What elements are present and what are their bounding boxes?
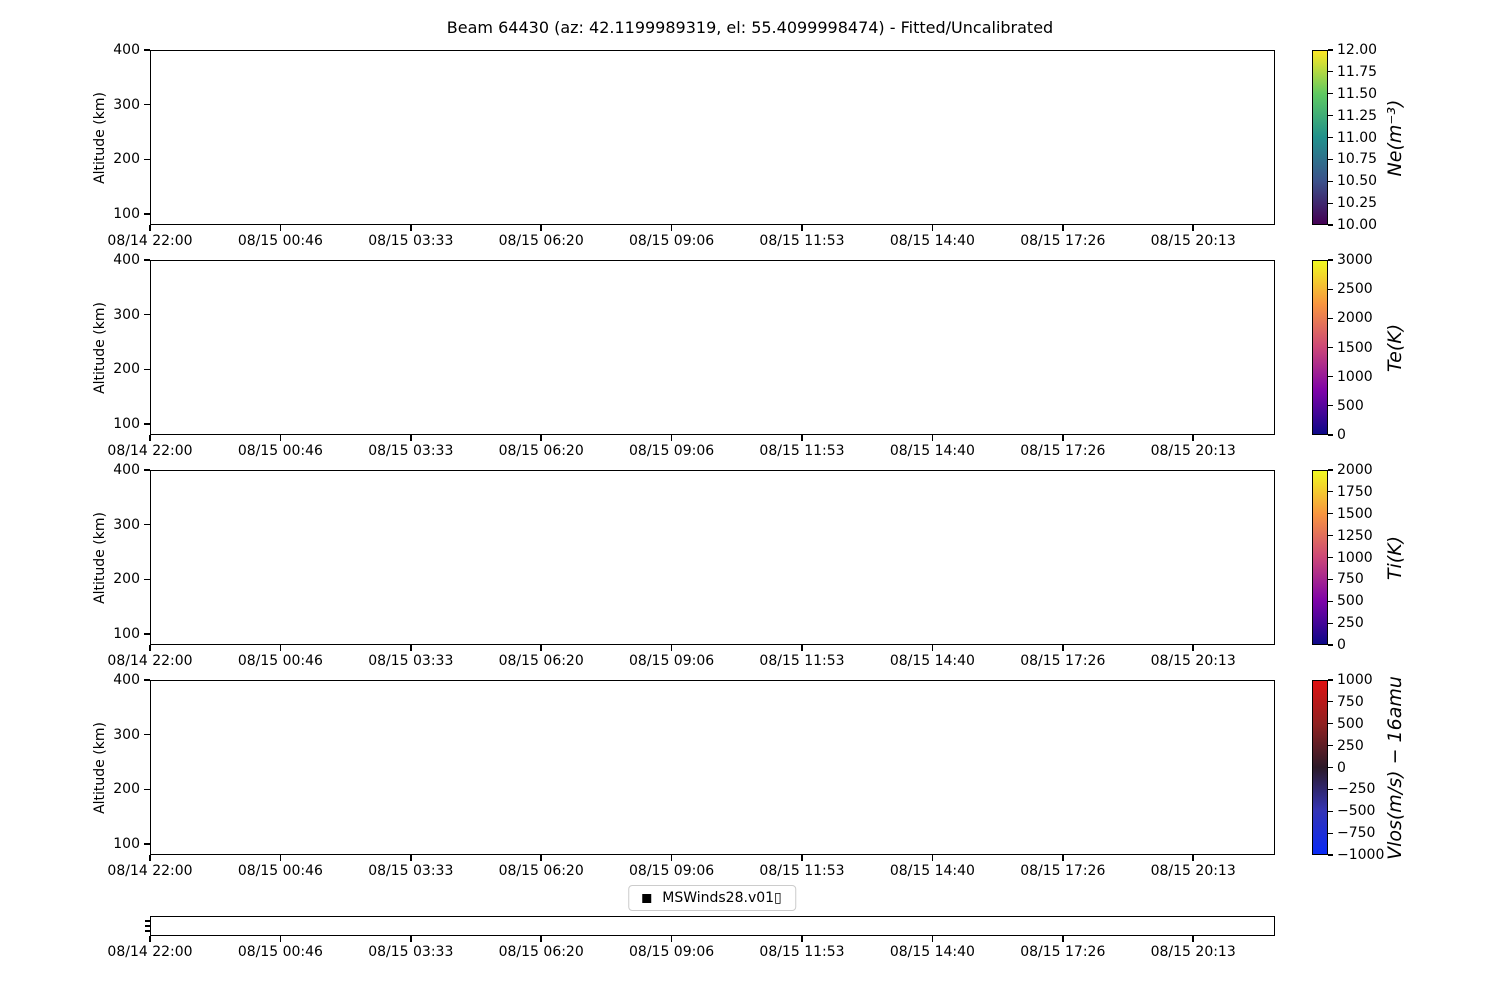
panel-te-x-tick-label: 08/15 09:06 — [629, 443, 715, 459]
figure-title: Beam 64430 (az: 42.1199989319, el: 55.4099998474) - Fitted/Uncalibrated — [446, 18, 1054, 37]
panel-ne-x-tick — [149, 225, 151, 231]
colorbar-axis-label-ti: Ti(K) — [1384, 535, 1406, 580]
panel-ti-y-tick — [144, 524, 150, 526]
colorbar-ne-tick — [1328, 115, 1333, 116]
colorbar-ne-tick-label: 11.50 — [1337, 85, 1378, 102]
colorbar-ti-tick-label: 1500 — [1337, 505, 1373, 522]
panel-te-x-tick-label: 08/15 14:40 — [889, 443, 975, 459]
colorbar-te-tick — [1328, 318, 1333, 319]
colorbar-ne-tick — [1328, 203, 1333, 204]
bottom-strip-x-tick-label: 08/15 00:46 — [237, 944, 323, 960]
panel-ne-y-tick-label: 200 — [113, 151, 140, 168]
panel-vlos-x-tick-label: 08/14 22:00 — [107, 863, 193, 879]
panel-ti-x-tick — [1062, 645, 1064, 651]
panel-ne-y-tick — [144, 159, 150, 161]
panel-te-y-tick — [144, 314, 150, 316]
panel-ne-x-tick-label: 08/15 09:06 — [629, 233, 715, 249]
colorbar-ti-tick-label: 0 — [1337, 637, 1346, 653]
panel-te-x-tick-label: 08/15 06:20 — [498, 443, 584, 459]
panel-te-y-tick-label: 300 — [113, 306, 140, 323]
colorbar-vlos-tick — [1328, 679, 1333, 680]
bottom-strip-x-tick — [801, 936, 803, 942]
panel-te-x-tick-label: 08/14 22:00 — [107, 443, 193, 459]
bottom-strip-y-tick — [145, 930, 150, 931]
panel-vlos-y-tick — [144, 734, 150, 736]
colorbar-ne-tick-label: 11.25 — [1337, 107, 1378, 124]
panel-te-x-tick — [410, 435, 412, 441]
panel-ti-x-tick — [671, 645, 673, 651]
colorbar-ti-tick — [1328, 469, 1333, 470]
panel-vlos-x-tick — [149, 855, 151, 861]
panel-ne-x-tick — [1062, 225, 1064, 231]
colorbar-vlos-tick-label: −500 — [1337, 803, 1376, 820]
panel-ne-x-tick — [671, 225, 673, 231]
panel-ti-x-tick — [932, 645, 934, 651]
panel-vlos-x-tick — [410, 855, 412, 861]
panel-vlos-x-tick-label: 08/15 20:13 — [1150, 863, 1236, 879]
colorbar-vlos-tick — [1328, 701, 1333, 702]
colorbar-ne-tick-label: 10.25 — [1337, 195, 1378, 212]
panel-te-y-tick-label: 100 — [113, 416, 140, 433]
panel-ne-x-tick — [932, 225, 934, 231]
colorbar-ti-tick-label: 750 — [1337, 571, 1364, 588]
panel-vlos — [150, 680, 1275, 855]
panel-te-x-tick — [671, 435, 673, 441]
colorbar-ti-tick — [1328, 601, 1333, 602]
bottom-strip-x-tick — [410, 936, 412, 942]
colorbar-vlos-tick-label: 1000 — [1337, 672, 1373, 688]
colorbar-ne-tick-label: 12.00 — [1337, 42, 1378, 58]
colorbar-vlos-tick — [1328, 789, 1333, 790]
panel-vlos-x-tick-label: 08/15 17:26 — [1020, 863, 1106, 879]
bottom-strip-x-tick — [280, 936, 282, 942]
bottom-strip-x-tick-label: 08/14 22:00 — [107, 944, 193, 960]
panel-ti-x-tick-label: 08/15 09:06 — [629, 653, 715, 669]
panel-vlos-y-tick-label: 100 — [113, 836, 140, 853]
panel-ne-y-tick — [144, 104, 150, 106]
panel-ti-x-tick-label: 08/15 11:53 — [759, 653, 845, 669]
colorbar-ti-tick — [1328, 513, 1333, 514]
panel-ti-x-tick — [410, 645, 412, 651]
panel-ti-y-tick — [144, 469, 150, 471]
colorbar-ti-tick — [1328, 579, 1333, 580]
colorbar-axis-label-te: Te(K) — [1384, 323, 1406, 372]
panel-te-x-tick-label: 08/15 00:46 — [237, 443, 323, 459]
colorbar-ti-tick — [1328, 644, 1333, 645]
panel-vlos-x-tick — [932, 855, 934, 861]
colorbar-vlos-tick — [1328, 854, 1333, 855]
panel-ti-x-tick — [149, 645, 151, 651]
panel-te-x-tick — [801, 435, 803, 441]
bottom-strip-x-tick-label: 08/15 17:26 — [1020, 944, 1106, 960]
panel-ti-y-tick-label: 100 — [113, 626, 140, 643]
panel-vlos-y-tick — [144, 679, 150, 681]
panel-vlos-x-tick — [1062, 855, 1064, 861]
panel-vlos-x-tick-label: 08/15 11:53 — [759, 863, 845, 879]
colorbar-ne — [1312, 50, 1328, 225]
colorbar-vlos-tick — [1328, 723, 1333, 724]
colorbar-ne-tick-label: 10.75 — [1337, 151, 1378, 168]
panel-vlos-y-tick-label: 200 — [113, 781, 140, 798]
y-axis-label-ne: Altitude (km) — [92, 91, 108, 184]
panel-ne-x-tick-label: 08/14 22:00 — [107, 233, 193, 249]
bottom-strip-x-tick-label: 08/15 06:20 — [498, 944, 584, 960]
colorbar-ti-tick-label: 500 — [1337, 593, 1364, 610]
panel-vlos-x-tick — [540, 855, 542, 861]
panel-te-x-tick — [149, 435, 151, 441]
panel-vlos-x-tick-label: 08/15 00:46 — [237, 863, 323, 879]
panel-vlos-x-tick — [801, 855, 803, 861]
panel-ne-x-tick — [410, 225, 412, 231]
bottom-strip-y-tick — [145, 925, 150, 926]
panel-te-y-tick-label: 200 — [113, 361, 140, 378]
panel-ne-y-tick-label: 300 — [113, 96, 140, 113]
colorbar-ti-tick-label: 2000 — [1337, 462, 1373, 478]
colorbar-te-tick — [1328, 376, 1333, 377]
panel-vlos-x-tick — [1192, 855, 1194, 861]
colorbar-te-tick — [1328, 405, 1333, 406]
panel-vlos-y-tick — [144, 843, 150, 845]
colorbar-vlos-tick-label: 500 — [1337, 715, 1364, 732]
colorbar-vlos-tick-label: 0 — [1337, 759, 1346, 776]
colorbar-ne-tick — [1328, 224, 1333, 225]
colorbar-ti-tick-label: 1750 — [1337, 483, 1373, 500]
panel-ne — [150, 50, 1275, 225]
panel-ti-x-tick-label: 08/15 20:13 — [1150, 653, 1236, 669]
panel-te-x-tick — [932, 435, 934, 441]
colorbar-vlos-tick-label: 750 — [1337, 693, 1364, 710]
colorbar-ti-tick-label: 250 — [1337, 615, 1364, 632]
bottom-strip-x-tick-label: 08/15 03:33 — [368, 944, 454, 960]
panel-te-y-tick-label: 400 — [113, 252, 140, 268]
panel-te-x-tick-label: 08/15 03:33 — [368, 443, 454, 459]
bottom-strip-x-tick — [540, 936, 542, 942]
colorbar-ne-tick — [1328, 137, 1333, 138]
panel-ne-x-tick — [801, 225, 803, 231]
panel-ti-x-tick — [1192, 645, 1194, 651]
colorbar-ne-tick — [1328, 71, 1333, 72]
panel-ti-y-tick-label: 300 — [113, 516, 140, 533]
panel-te-x-tick-label: 08/15 20:13 — [1150, 443, 1236, 459]
y-axis-label-te: Altitude (km) — [92, 301, 108, 394]
panel-te-x-tick — [280, 435, 282, 441]
panel-te-x-tick-label: 08/15 11:53 — [759, 443, 845, 459]
colorbar-ne-tick — [1328, 49, 1333, 50]
panel-ne-x-tick — [280, 225, 282, 231]
colorbar-te-tick — [1328, 289, 1333, 290]
panel-te — [150, 260, 1275, 435]
panel-vlos-y-tick-label: 400 — [113, 672, 140, 688]
panel-te-x-tick-label: 08/15 17:26 — [1020, 443, 1106, 459]
legend — [628, 885, 796, 911]
colorbar-vlos-tick — [1328, 833, 1333, 834]
colorbar-te — [1312, 260, 1328, 435]
panel-ti-x-tick-label: 08/15 03:33 — [368, 653, 454, 669]
colorbar-ti-tick — [1328, 623, 1333, 624]
bottom-strip-x-tick — [1192, 936, 1194, 942]
colorbar-axis-label-vlos: Vlos(m/s) − 16amu — [1384, 675, 1406, 860]
panel-ti-x-tick — [280, 645, 282, 651]
y-axis-label-ti: Altitude (km) — [92, 511, 108, 604]
colorbar-ne-tick — [1328, 159, 1333, 160]
colorbar-vlos-tick-label: −250 — [1337, 781, 1376, 798]
panel-te-x-tick — [1192, 435, 1194, 441]
colorbar-ti — [1312, 470, 1328, 645]
colorbar-te-tick-label: 2000 — [1337, 310, 1373, 327]
panel-vlos-y-tick — [144, 789, 150, 791]
colorbar-te-tick — [1328, 259, 1333, 260]
colorbar-ne-tick — [1328, 181, 1333, 182]
colorbar-te-tick — [1328, 347, 1333, 348]
panel-ne-x-tick-label: 08/15 14:40 — [889, 233, 975, 249]
colorbar-vlos-tick — [1328, 767, 1333, 768]
panel-vlos-x-tick — [280, 855, 282, 861]
colorbar-vlos-tick — [1328, 745, 1333, 746]
colorbar-ne-tick-label: 11.75 — [1337, 63, 1378, 80]
panel-ne-x-tick-label: 08/15 03:33 — [368, 233, 454, 249]
panel-ti-x-tick-label: 08/15 17:26 — [1020, 653, 1106, 669]
colorbar-ti-tick-label: 1000 — [1337, 549, 1373, 566]
colorbar-te-tick-label: 1000 — [1337, 368, 1373, 385]
colorbar-ti-tick — [1328, 491, 1333, 492]
colorbar-te-tick-label: 500 — [1337, 397, 1364, 414]
colorbar-vlos-tick-label: −1000 — [1337, 847, 1385, 863]
panel-ne-x-tick-label: 08/15 17:26 — [1020, 233, 1106, 249]
panel-ti — [150, 470, 1275, 645]
panel-ti-x-tick — [801, 645, 803, 651]
panel-ne-x-tick — [1192, 225, 1194, 231]
panel-ne-y-tick — [144, 213, 150, 215]
y-axis-label-vlos: Altitude (km) — [92, 721, 108, 814]
panel-ti-y-tick-label: 200 — [113, 571, 140, 588]
colorbar-vlos-tick-label: −750 — [1337, 825, 1376, 842]
panel-ti-x-tick-label: 08/15 00:46 — [237, 653, 323, 669]
panel-vlos-x-tick-label: 08/15 06:20 — [498, 863, 584, 879]
colorbar-ne-tick-label: 10.50 — [1337, 173, 1378, 190]
panel-vlos-x-tick-label: 08/15 09:06 — [629, 863, 715, 879]
colorbar-ne-tick-label: 10.00 — [1337, 217, 1378, 233]
panel-ne-x-tick-label: 08/15 06:20 — [498, 233, 584, 249]
bottom-strip-panel — [150, 916, 1275, 936]
panel-vlos-y-tick-label: 300 — [113, 726, 140, 743]
legend-label: MSWinds28.v01▯ — [662, 890, 782, 906]
bottom-strip-x-tick-label: 08/15 11:53 — [759, 944, 845, 960]
panel-ne-y-tick-label: 100 — [113, 206, 140, 223]
bottom-strip-y-tick — [145, 920, 150, 921]
bottom-strip-x-tick — [671, 936, 673, 942]
bottom-strip-x-tick-label: 08/15 20:13 — [1150, 944, 1236, 960]
colorbar-vlos-tick-label: 250 — [1337, 737, 1364, 754]
panel-ti-x-tick-label: 08/15 06:20 — [498, 653, 584, 669]
bottom-strip-x-tick — [149, 936, 151, 942]
panel-ti-y-tick — [144, 633, 150, 635]
colorbar-axis-label-ne: Ne(m⁻³) — [1384, 99, 1406, 176]
panel-ti-y-tick-label: 400 — [113, 462, 140, 478]
panel-ne-x-tick-label: 08/15 00:46 — [237, 233, 323, 249]
panel-vlos-x-tick-label: 08/15 14:40 — [889, 863, 975, 879]
panel-te-y-tick — [144, 259, 150, 261]
colorbar-ne-tick — [1328, 93, 1333, 94]
panel-ti-x-tick — [540, 645, 542, 651]
bottom-strip-x-tick-label: 08/15 14:40 — [889, 944, 975, 960]
colorbar-ti-tick — [1328, 535, 1333, 536]
panel-ti-x-tick-label: 08/14 22:00 — [107, 653, 193, 669]
panel-te-x-tick — [540, 435, 542, 441]
colorbar-ne-tick-label: 11.00 — [1337, 129, 1378, 146]
panel-te-y-tick — [144, 423, 150, 425]
panel-ne-x-tick-label: 08/15 11:53 — [759, 233, 845, 249]
colorbar-ti-tick — [1328, 557, 1333, 558]
bottom-strip-x-tick-label: 08/15 09:06 — [629, 944, 715, 960]
panel-ne-x-tick — [540, 225, 542, 231]
bottom-strip-x-tick — [1062, 936, 1064, 942]
colorbar-te-tick-label: 2500 — [1337, 281, 1373, 298]
panel-te-y-tick — [144, 369, 150, 371]
panel-ti-y-tick — [144, 579, 150, 581]
bottom-strip-x-tick — [932, 936, 934, 942]
panel-ne-y-tick-label: 400 — [113, 42, 140, 58]
panel-ti-x-tick-label: 08/15 14:40 — [889, 653, 975, 669]
colorbar-vlos-tick — [1328, 811, 1333, 812]
panel-ne-x-tick-label: 08/15 20:13 — [1150, 233, 1236, 249]
colorbar-te-tick-label: 3000 — [1337, 252, 1373, 268]
panel-vlos-x-tick-label: 08/15 03:33 — [368, 863, 454, 879]
panel-vlos-x-tick — [671, 855, 673, 861]
colorbar-te-tick — [1328, 434, 1333, 435]
colorbar-ti-tick-label: 1250 — [1337, 527, 1373, 544]
panel-ne-y-tick — [144, 49, 150, 51]
colorbar-vlos — [1312, 680, 1328, 855]
colorbar-te-tick-label: 1500 — [1337, 339, 1373, 356]
panel-te-x-tick — [1062, 435, 1064, 441]
colorbar-te-tick-label: 0 — [1337, 427, 1346, 443]
legend-square-marker-icon — [642, 894, 651, 903]
